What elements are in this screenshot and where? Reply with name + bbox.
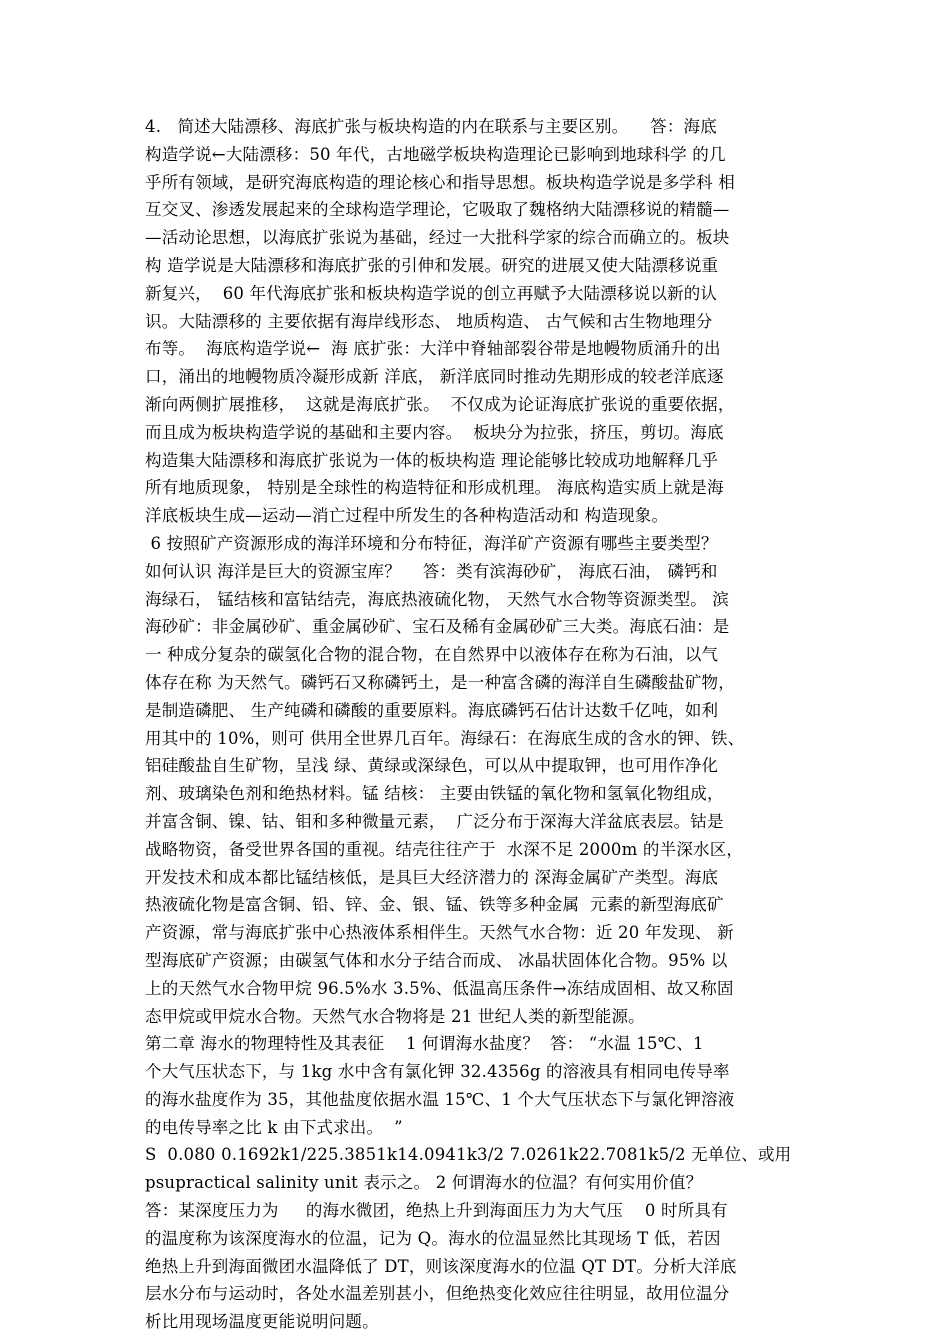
text-line: 绝热上升到海面微团水温降低了 DT，则该深度海水的位温 QT DT。分析大洋底 [145, 1256, 737, 1276]
text-line: 海砂矿：非金属砂矿、重金属砂矿、宝石及稀有金属砂矿三大类。海底石油：是 [145, 617, 730, 637]
text-line: 海绿石， 锰结核和富钴结壳，海底热液硫化物， 天然气水合物等资源类型。 滨 [145, 589, 730, 609]
text-line: psupractical salinity unit 表示之。 2 何谓海水的位温？有何实用价值？ [145, 1173, 703, 1193]
text-line: 战略物资，备受世界各国的重视。结壳往往产于 水深不足 2000m 的半深水区， [145, 839, 744, 859]
text-line: 识。大陆漂移的 主要依据有海岸线形态、 地质构造、 古气候和古生物地理分 [145, 311, 713, 331]
text-line: 的海水盐度作为 35，其他盐度依据水温 15℃、1 个大气压状态下与氯化钾溶液 [145, 1089, 735, 1109]
text-line: 乎所有领域，是研究海底构造的理论核心和指导思想。板块构造学说是多学科 相 [145, 172, 735, 192]
text-line: 并富含铜、镍、钴、钼和多种微量元素， 广泛分布于深海大洋盆底表层。钴是 [145, 811, 724, 831]
text-line: 新复兴， 60 年代海底扩张和板块构造学说的创立再赋予大陆漂移说以新的认 [145, 283, 718, 303]
text-line: 层水分布与运动时，各处水温差别甚小，但绝热变化效应往往明显，故用位温分 [145, 1284, 730, 1304]
text-line: 态甲烷或甲烷水合物。天然气水合物将是 21 世纪人类的新型能源。 [145, 1006, 645, 1026]
text-line: 所有地质现象， 特别是全球性的构造特征和形成机理。 海底构造实质上就是海 [145, 478, 724, 498]
text-line: 构造集大陆漂移和海底扩张说为一体的板块构造 理论能够比较成功地解释几乎 [145, 450, 719, 470]
text-line: 如何认识 海洋是巨大的资源宝库？ 答：类有滨海砂矿， 海底石油， 磷钙和 [145, 561, 718, 581]
text-line: 上的天然气水合物甲烷 96.5%水 3.5%、低温高压条件→冻结成固相、故又称固 [145, 978, 734, 998]
text-line: 析比用现场温度更能说明问题。 [145, 1312, 379, 1332]
text-line: 第二章 海水的物理特性及其表征 1 何谓海水盐度？ 答： “水温 15℃、1 [145, 1034, 704, 1054]
text-line: 渐向两侧扩展推移， 这就是海底扩张。 不仅成为论证海底扩张说的重要依据， [145, 394, 735, 414]
text-line: 型海底矿产资源；由碳氢气体和水分子结合而成、 冰晶状固体化合物。95% 以 [145, 950, 728, 970]
text-line: 构造学说←大陆漂移：50 年代，古地磁学板块构造理论已影响到地球科学 的几 [145, 144, 726, 164]
text-line: 4. 简述大陆漂移、海底扩张与板块构造的内在联系与主要区别。 答：海底 [145, 117, 717, 136]
text-line: 是制造磷肥、 生产纯磷和磷酸的重要原料。海底磷钙石估计达数千亿吨，如利 [145, 700, 719, 720]
text-line: 开发技术和成本都比锰结核低，是具巨大经济潜力的 深海金属矿产类型。海底 [145, 867, 719, 887]
text-line: 产资源，常与海底扩张中心热液体系相伴生。天然气水合物：近 20 年发现、 新 [145, 923, 734, 943]
text-line: 剂、玻璃染色剂和绝热材料。锰 结核： 主要由铁锰的氧化物和氢氧化物组成， [145, 784, 724, 804]
body-text [145, 113, 810, 1336]
text-line: 体存在称 为天然气。磷钙石又称磷钙土，是一种富含磷的海洋自生磷酸盐矿物， [145, 672, 735, 692]
text-line: 铝硅酸盐自生矿物，呈浅 绿、黄绿或深绿色，可以从中提取钾，也可用作净化 [145, 756, 719, 776]
text-line: 洋底板块生成—运动—消亡过程中所发生的各种构造活动和 构造现象。 [145, 506, 669, 526]
text-line: 个大气压状态下，与 1kg 水中含有氯化钾 32.4356g 的溶液具有相同电传导率 [145, 1062, 730, 1082]
text-line: 一 种成分复杂的碳氢化合物的混合物，在自然界中以液体存在称为石油，以气 [145, 645, 719, 665]
text-line: 布等。 海底构造学说← 海 底扩张：大洋中脊轴部裂谷带是地幔物质涌升的出 [145, 339, 721, 359]
text-line: 答：某深度压力为 的海水微团，绝热上升到海面压力为大气压 0 时所具有 [145, 1201, 728, 1221]
text-line: 口，涌出的地幔物质冷凝形成新 洋底， 新洋底同时推动先期形成的较老洋底逐 [145, 367, 724, 387]
text-line: 构 造学说是大陆漂移和海底扩张的引伸和发展。研究的进展又使大陆漂移说重 [145, 255, 719, 275]
text-line: 的温度称为该深度海水的位温，记为 Q。海水的位温显然比其现场 T 低，若因 [145, 1228, 721, 1248]
text-line: —活动论思想，以海底扩张说为基础，经过一大批科学家的综合而确立的。板块 [145, 228, 730, 248]
text-line: 而且成为板块构造学说的基础和主要内容。 板块分为拉张，挤压，剪切。海底 [145, 422, 724, 442]
text-line: 6 按照矿产资源形成的海洋环境和分布特征，海洋矿产资源有哪些主要类型？ [145, 533, 718, 553]
text-line: 热液硫化物是富含铜、铅、锌、金、银、锰、铁等多种金属 元素的新型海底矿 [145, 895, 724, 915]
text-line: 的电传导率之比 k 由下式求出。 ” [145, 1117, 403, 1137]
text-line: 互交叉、渗透发展起来的全球构造学理论，它吸取了魏格纳大陆漂移说的精髓— [145, 200, 730, 220]
text-line: S 0.080 0.1692k1/225.3851k14.0941k3/2 7.0261k22.7081k5/2 无单位、或用 [145, 1145, 792, 1165]
text-line: 用其中的 10%，则可 供用全世界几百年。海绿石：在海底生成的含水的钾、铁、 [145, 728, 745, 748]
